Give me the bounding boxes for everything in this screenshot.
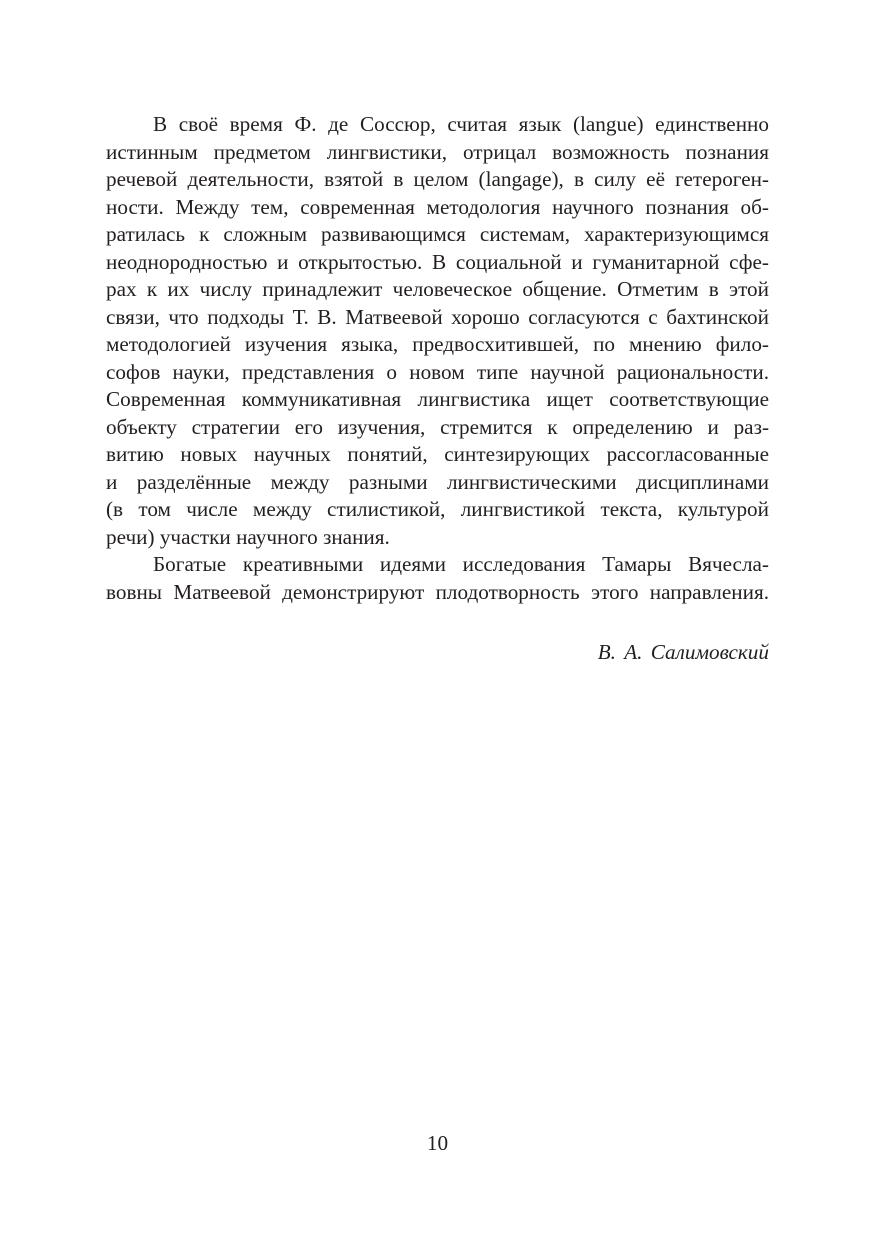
text-line: вовны Матвеевой демонстрируют плодотворность этого направления. [106,579,769,604]
text-line: и разделённые между разными лингвистическими дисциплинами [106,469,769,494]
text-line: Богатые креативными идеями исследования Тамары Вячесла- [153,552,769,576]
text-line: неоднородностью и открытостью. В социальной и гуманитарной сфе- [106,249,769,274]
text-line: речи) участки научного знания. [106,524,390,549]
text-line: рах к их числу принадлежит человеческое общение. Отметим в этой [106,277,769,301]
text-line: Современная коммуникативная лингвистика ищет соответствующие [106,387,769,411]
text-line: ности. Между тем, современная методология научного познания об- [106,194,769,219]
text-line: В своё время Ф. де Соссюр, считая язык (langue) единственно [153,112,769,136]
text-line: ратилась к сложным развивающимся системам, характеризующимся [106,222,769,246]
paragraph-2 [106,551,769,606]
text-line: методологией изучения языка, предвосхитившей, по мнению фило- [106,332,769,356]
text-line: речевой деятельности, взятой в целом (langage), в силу её гетероген- [106,167,769,191]
page-number: 10 [426,1131,449,1155]
text-line: софов науки, представления о новом типе научной рациональности. [106,359,769,384]
paragraph-1 [106,111,769,551]
text-line: объекту стратегии его изучения, стремится к определению и раз- [106,414,769,439]
text-line: витию новых научных понятий, синтезирующих рассогласованные [106,442,769,466]
text-line: связи, что подходы Т. В. Матвеевой хорошо согласуются с бахтинской [106,304,769,329]
main-text [106,111,769,606]
author-signature: В. А. Салимовский [597,640,769,664]
text-line: истинным предметом лингвистики, отрицал возможность познания [106,139,769,164]
text-line: (в том числе между стилистикой, лингвистикой текста, культурой [106,497,769,521]
